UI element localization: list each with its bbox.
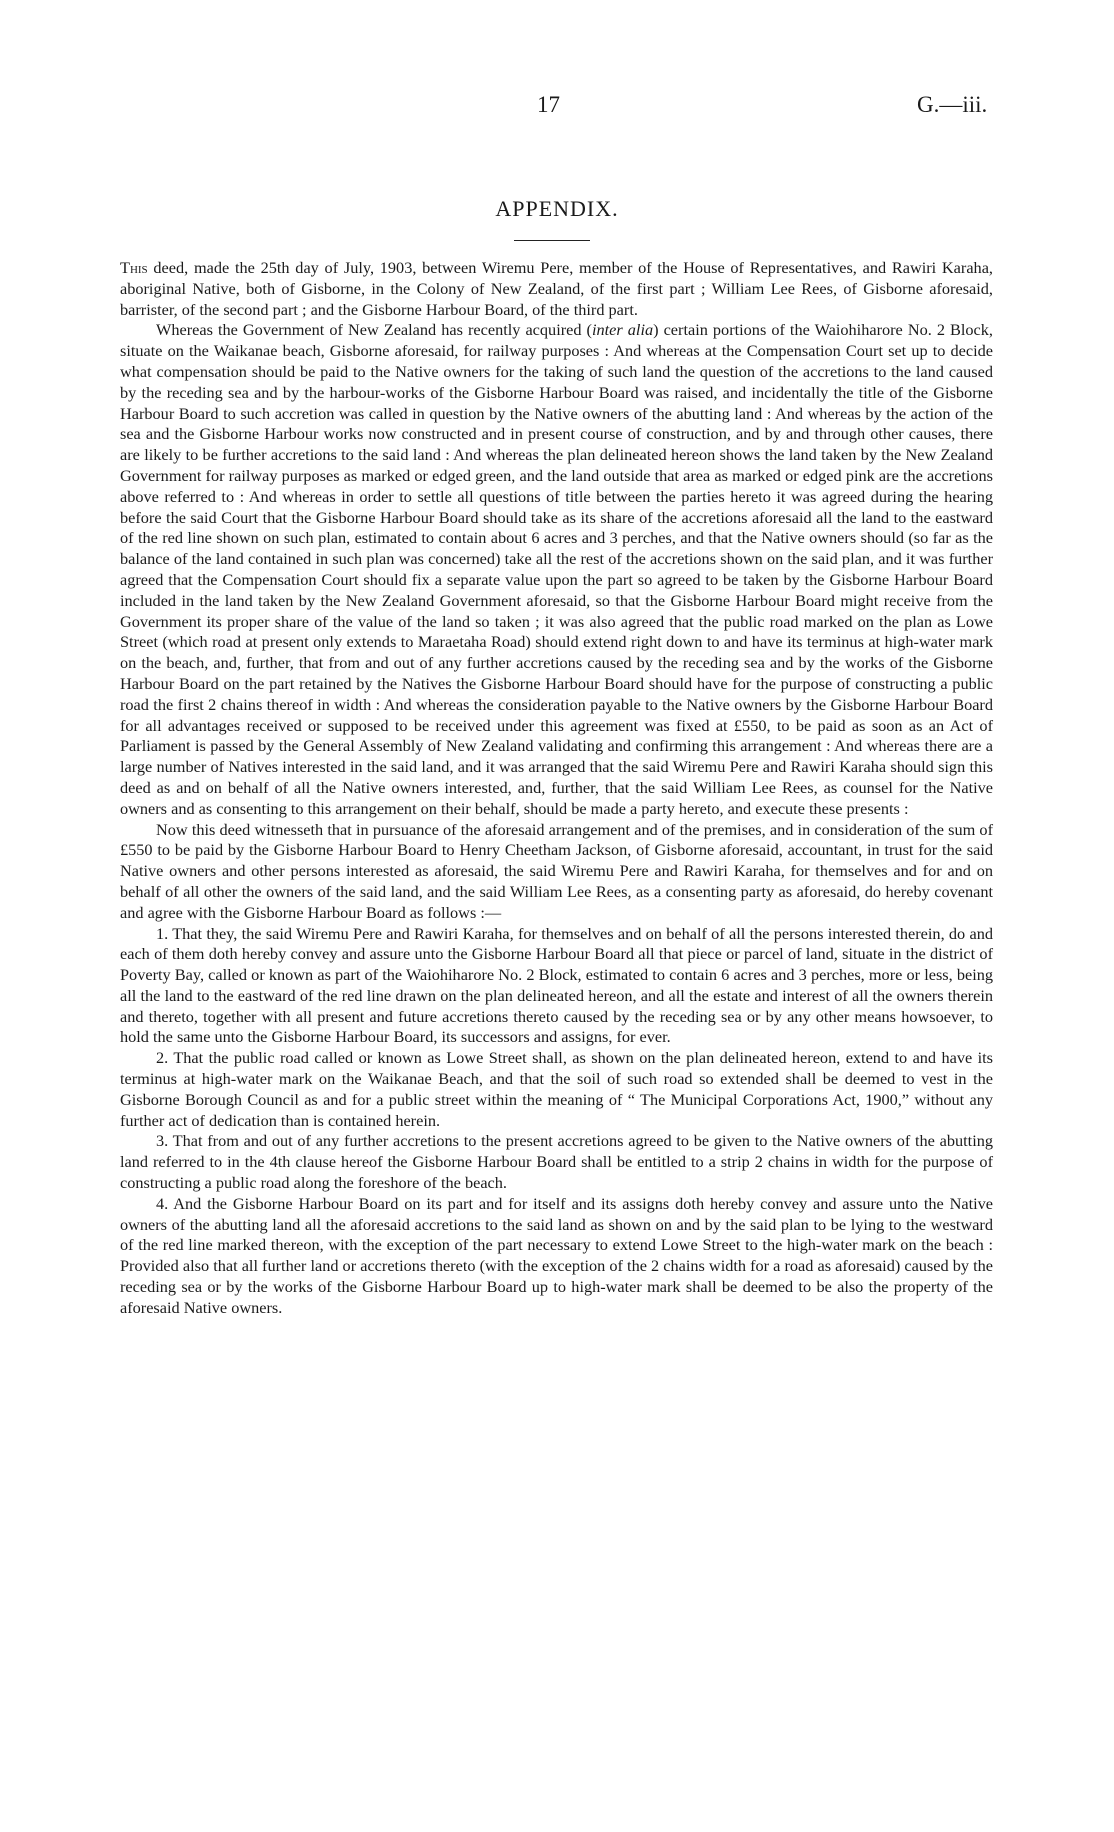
page-number: 17: [537, 92, 560, 117]
clause-2: 2. That the public road called or known as Lowe Street shall, as shown on the plan delineated hereon, extend to and have its terminus at high-water mark on the Waikanae Beach, and that the soil of such road so extended shall be deemed to vest in the Gisborne Borough Council as and for a public street within the meaning of “ The Municipal Corporations Act, 1900,” without any further act of dedication than is contained herein.: [120, 1048, 993, 1130]
paragraph-parties: [120, 258, 993, 320]
paragraph-text: ) certain portions of the Waiohiharore No. 2 Block, situate on the Waikanae beach, Gisborne aforesaid, for railway purposes : And whereas at the Compensation Court set up to decide what compensation should be paid to the Native owners for the taking of such land the question of the accretions to the land caused by the receding sea and by the harbour-works of the Gisborne Harbour Board was raised, and incidentally the title of the Gisborne Harbour Board to such accretion was called in question by the Native owners of the abutting land : And whereas by the action of the sea and the Gisborne Harbour works now constructed and in present course of construction, and by and through other causes, there are likely to be further accretions to the said land : And whereas the plan delineated hereon shows the land taken by the New Zealand Government for railway purposes as marked or edged green, and the land outside that area as marked or edged pink are the accretions above referred to : And whereas in order to settle all questions of title between the parties hereto it was agreed during the hearing before the said Court that the Gisborne Harbour Board should take as its share of the accretions aforesaid all the land to the eastward of the red line shown on such plan, estimated to contain about 6 acres and 3 perches, and that the Native owners should (so far as the balance of the land contained in such plan was concerned) take all the rest of the accretions shown on the said plan, and it was further agreed that the Compensation Court should fix a separate value upon the part so agreed to be taken by the Gisborne Harbour Board included in the land taken by the New Zealand Government aforesaid, so that the Gisborne Harbour Board might receive from the Government its proper share of the value of the land so taken ; it was also agreed that the public road marked on the plan as Lowe Street (which road at present only extends to Maraetaha Road) should extend right down to and have its terminus at high-water mark on the beach, and, further, that from and out of any further accretions caused by the receding sea and by the works of the Gisborne Harbour Board on the part retained by the Natives the Gisborne Harbour Board should have for the purpose of constructing a public road the first 2 chains thereof in width : And whereas the consideration payable to the Native owners by the Gisborne Harbour Board for all advantages received or supposed to be received under this agreement was fixed at £550, to be paid as soon as an Act of Parliament is passed by the General Assembly of New Zealand validating and confirming this arrangement : And whereas there are a large number of Natives interested in the said land, and it was arranged that the said Wiremu Pere and Rawiri Karaha should sign this deed as and on behalf of all the Native owners interested, and, further, that the said William Lee Rees, as counsel for the Native owners and as consenting to this arrangement on their behalf, should be made a party hereto, and execute these presents :: [120, 320, 993, 818]
deed-body: [120, 258, 993, 1319]
clause-3: 3. That from and out of any further accretions to the present accretions agreed to be given to the Native owners of the abutting land referred to in the 4th clause hereof the Gisborne Harbour Board shall be entitled to a strip 2 chains in width for the purpose of constructing a public road along the foreshore of the beach.: [120, 1131, 993, 1193]
paragraph-text: Whereas the Government of New Zealand has recently acquired (: [156, 320, 592, 340]
clause-1: 1. That they, the said Wiremu Pere and Rawiri Karaha, for themselves and on behalf of all the persons interested therein, do and each of them doth hereby convey and assure unto the Gisborne Harbour Board all that piece or parcel of land, situate in the district of Poverty Bay, called or known as part of the Waiohiharore No. 2 Block, estimated to contain 6 acres and 3 perches, more or less, being all the land to the eastward of the red line drawn on the plan delineated hereon, and all the estate and interest of all the owners therein and thereto, together with all present and future accretions thereto caused by the receding sea or by any other means howsoever, to hold the same unto the Gisborne Harbour Board, its successors and assigns, for ever.: [120, 923, 993, 1047]
clause-4: 4. And the Gisborne Harbour Board on its part and for itself and its assigns doth hereby convey and assure unto the Native owners of the abutting land all the aforesaid accretions to the said land as shown on and by the said plan to be lying to the westward of the red line marked thereon, with the exception of the part necessary to extend Lowe Street to the high-water mark on the beach : Provided also that all further land or accretions thereto (with the exception of the 2 chains width for a road as aforesaid) caused by the receding sea or by the works of the Gisborne Harbour Board up to high-water mark shall be deemed to be also the property of the aforesaid Native owners.: [120, 1193, 993, 1317]
paragraph-witnesseth: Now this deed witnesseth that in pursuance of the aforesaid arrangement and of the premises, and in consideration of the sum of £550 to be paid by the Gisborne Harbour Board to Henry Cheetham Jackson, of Gisborne aforesaid, accountant, in trust for the said Native owners and other persons interested as aforesaid, the said Wiremu Pere and Rawiri Karaha, for themselves and for and on behalf of all other the owners of the said land, and the said William Lee Rees, as a consenting party as aforesaid, do hereby covenant and agree with the Gisborne Harbour Board as follows :—: [120, 819, 993, 922]
paragraph-text: deed, made the 25th day of July, 1903, between Wiremu Pere, member of the House of Representatives, and Rawiri Karaha, aboriginal Native, both of Gisborne, in the Colony of New Zealand, of the first part ; William Lee Rees, of Gisborne aforesaid, barrister, of the second part ; and the Gisborne Harbour Board, of the third part.: [120, 258, 993, 319]
appendix-title: APPENDIX.: [495, 196, 619, 221]
title-divider: [514, 240, 590, 241]
series-code: G.—iii.: [917, 92, 988, 117]
latin-phrase: inter alia: [591, 320, 654, 340]
deed-lead-word: This: [120, 258, 148, 277]
paragraph-whereas: [120, 320, 993, 819]
